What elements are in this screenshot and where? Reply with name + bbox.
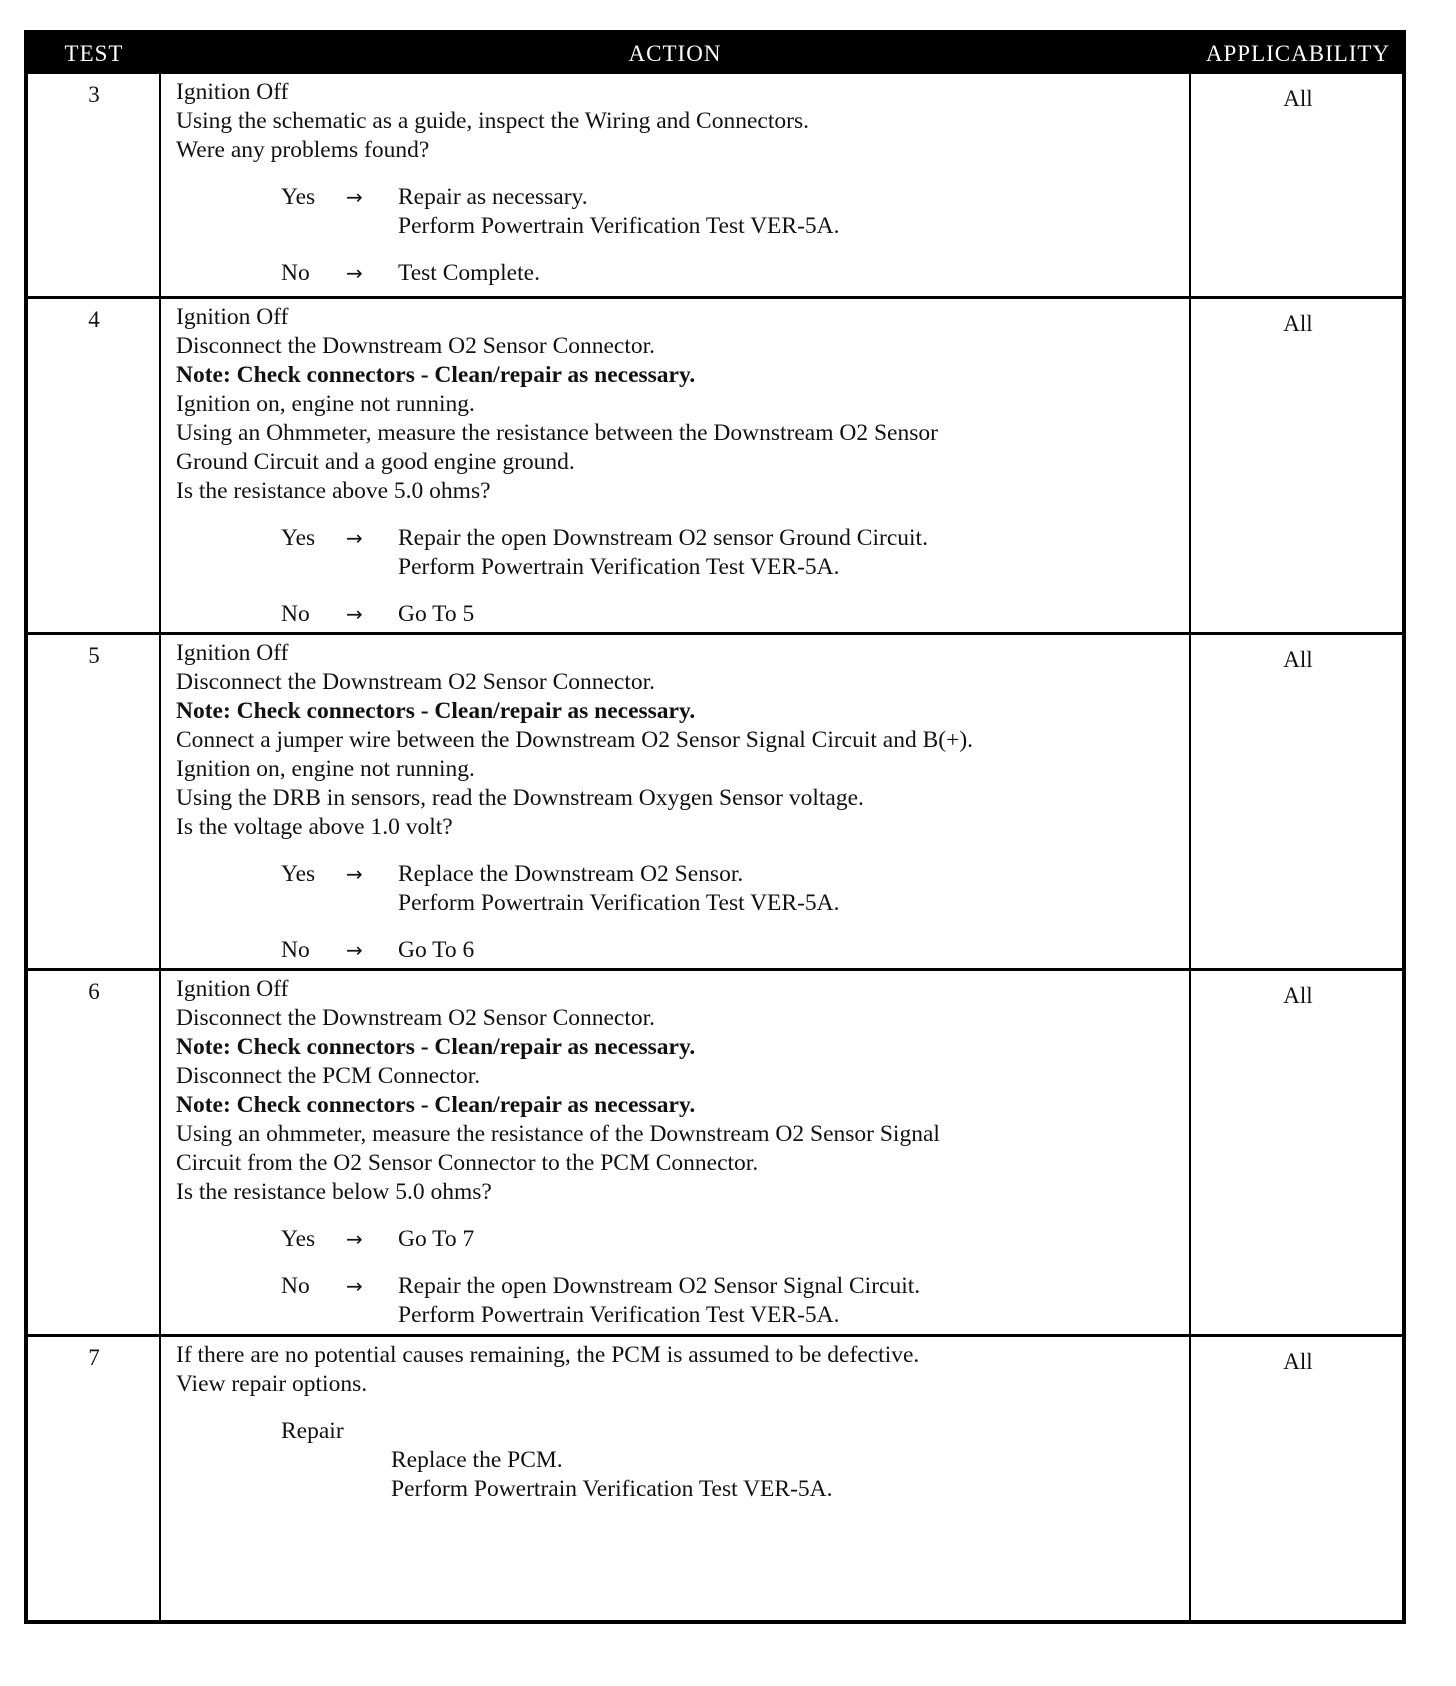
applicability-value: All	[1283, 86, 1313, 111]
no-result-line: Perform Powertrain Verification Test VER-5A.	[398, 1302, 840, 1328]
no-branch	[176, 259, 1181, 288]
yes-result-line: Perform Powertrain Verification Test VER-5A.	[398, 890, 840, 916]
action-cell	[176, 303, 1181, 629]
test-number: 3	[88, 82, 100, 107]
table-row	[28, 968, 1402, 1334]
arrow-icon: →	[346, 602, 363, 626]
action-cell	[176, 78, 1181, 288]
no-result	[398, 259, 1181, 288]
yes-result-line: Repair as necessary.	[398, 184, 588, 210]
action-line: View repair options.	[176, 1371, 368, 1397]
header-test: TEST	[28, 34, 160, 74]
yes-label: Yes	[281, 525, 316, 551]
action-line: Were any problems found?	[176, 137, 430, 163]
arrow-icon: →	[346, 185, 363, 209]
action-line: Using an Ohmmeter, measure the resistance between the Downstream O2 Sensor	[176, 420, 938, 446]
arrow-icon: →	[346, 938, 363, 962]
yes-result-line: Perform Powertrain Verification Test VER-5A.	[398, 554, 840, 580]
applicability-value: All	[1283, 1349, 1313, 1374]
no-result-line: Go To 5	[398, 601, 475, 627]
header-action: ACTION	[160, 34, 1190, 74]
note-line: Note: Check connectors - Clean/repair as necessary.	[176, 362, 696, 388]
repair-result	[391, 1446, 1181, 1504]
note-line: Note: Check connectors - Clean/repair as necessary.	[176, 698, 696, 724]
no-branch	[176, 1272, 1181, 1330]
action-line: Disconnect the Downstream O2 Sensor Connector.	[176, 1005, 656, 1031]
no-result-line: Go To 6	[398, 937, 475, 963]
action-line: Using the schematic as a guide, inspect the Wiring and Connectors.	[176, 108, 809, 134]
action-line: Ignition Off	[176, 304, 289, 330]
no-result	[398, 936, 1181, 965]
action-line: Connect a jumper wire between the Downstream O2 Sensor Signal Circuit and B(+).	[176, 727, 974, 753]
arrow-icon: →	[346, 261, 363, 285]
yes-result	[398, 524, 1181, 582]
test-number: 6	[88, 979, 100, 1004]
yes-branch	[176, 860, 1181, 918]
arrow-icon: →	[346, 862, 363, 886]
no-result	[398, 600, 1181, 629]
yes-branch	[176, 183, 1181, 241]
arrow-icon: →	[346, 1227, 363, 1251]
no-label: No	[281, 937, 310, 963]
action-line: Ground Circuit and a good engine ground.	[176, 449, 575, 475]
repair-result-line: Perform Powertrain Verification Test VER-5A.	[391, 1476, 833, 1502]
arrow-icon: →	[346, 526, 363, 550]
action-line: Ignition Off	[176, 640, 289, 666]
action-cell	[176, 975, 1181, 1330]
applicability-value: All	[1283, 647, 1313, 672]
no-result-line: Test Complete.	[398, 260, 540, 286]
note-line: Note: Check connectors - Clean/repair as necessary.	[176, 1092, 696, 1118]
action-line: Ignition on, engine not running.	[176, 391, 475, 417]
yes-result	[398, 860, 1181, 918]
no-label: No	[281, 260, 310, 286]
yes-branch	[176, 524, 1181, 582]
table-row	[28, 1334, 1402, 1620]
no-label: No	[281, 1273, 310, 1299]
yes-result-line: Replace the Downstream O2 Sensor.	[398, 861, 744, 887]
no-result-line: Repair the open Downstream O2 Sensor Signal Circuit.	[398, 1273, 921, 1299]
test-number: 4	[88, 307, 100, 332]
action-line: Disconnect the Downstream O2 Sensor Connector.	[176, 669, 656, 695]
header-applicability: APPLICABILITY	[1190, 34, 1406, 74]
action-line: Is the resistance below 5.0 ohms?	[176, 1179, 492, 1205]
action-line: Circuit from the O2 Sensor Connector to the PCM Connector.	[176, 1150, 759, 1176]
no-branch	[176, 936, 1181, 965]
action-line: Ignition Off	[176, 976, 289, 1002]
yes-label: Yes	[281, 861, 316, 887]
action-line: Disconnect the Downstream O2 Sensor Connector.	[176, 333, 656, 359]
action-line: Disconnect the PCM Connector.	[176, 1063, 481, 1089]
applicability-value: All	[1283, 311, 1313, 336]
table-row	[28, 74, 1402, 296]
test-number: 7	[88, 1345, 100, 1370]
repair-result-line: Replace the PCM.	[391, 1447, 563, 1473]
yes-result	[398, 1225, 1181, 1254]
table-row	[28, 632, 1402, 968]
applicability-value: All	[1283, 983, 1313, 1008]
action-line: Using an ohmmeter, measure the resistance of the Downstream O2 Sensor Signal	[176, 1121, 940, 1147]
yes-result-line: Go To 7	[398, 1226, 475, 1252]
no-result	[398, 1272, 1181, 1330]
no-branch	[176, 600, 1181, 629]
action-line: Is the resistance above 5.0 ohms?	[176, 478, 491, 504]
yes-label: Yes	[281, 184, 316, 210]
diagnostic-table	[24, 30, 1406, 1624]
action-line: If there are no potential causes remaining, the PCM is assumed to be defective.	[176, 1342, 920, 1368]
yes-result-line: Repair the open Downstream O2 sensor Ground Circuit.	[398, 525, 928, 551]
action-cell	[176, 639, 1181, 965]
yes-label: Yes	[281, 1226, 316, 1252]
action-line: Ignition on, engine not running.	[176, 756, 475, 782]
yes-branch	[176, 1225, 1181, 1254]
action-line: Is the voltage above 1.0 volt?	[176, 814, 453, 840]
test-number: 5	[88, 643, 100, 668]
table-row	[28, 296, 1402, 632]
arrow-icon: →	[346, 1274, 363, 1298]
note-line: Note: Check connectors - Clean/repair as necessary.	[176, 1034, 696, 1060]
repair-label: Repair	[281, 1418, 344, 1444]
no-label: No	[281, 601, 310, 627]
action-line: Ignition Off	[176, 79, 289, 105]
yes-result	[398, 183, 1181, 241]
action-cell	[176, 1341, 1181, 1504]
yes-result-line: Perform Powertrain Verification Test VER-5A.	[398, 213, 840, 239]
action-line: Using the DRB in sensors, read the Downstream Oxygen Sensor voltage.	[176, 785, 864, 811]
